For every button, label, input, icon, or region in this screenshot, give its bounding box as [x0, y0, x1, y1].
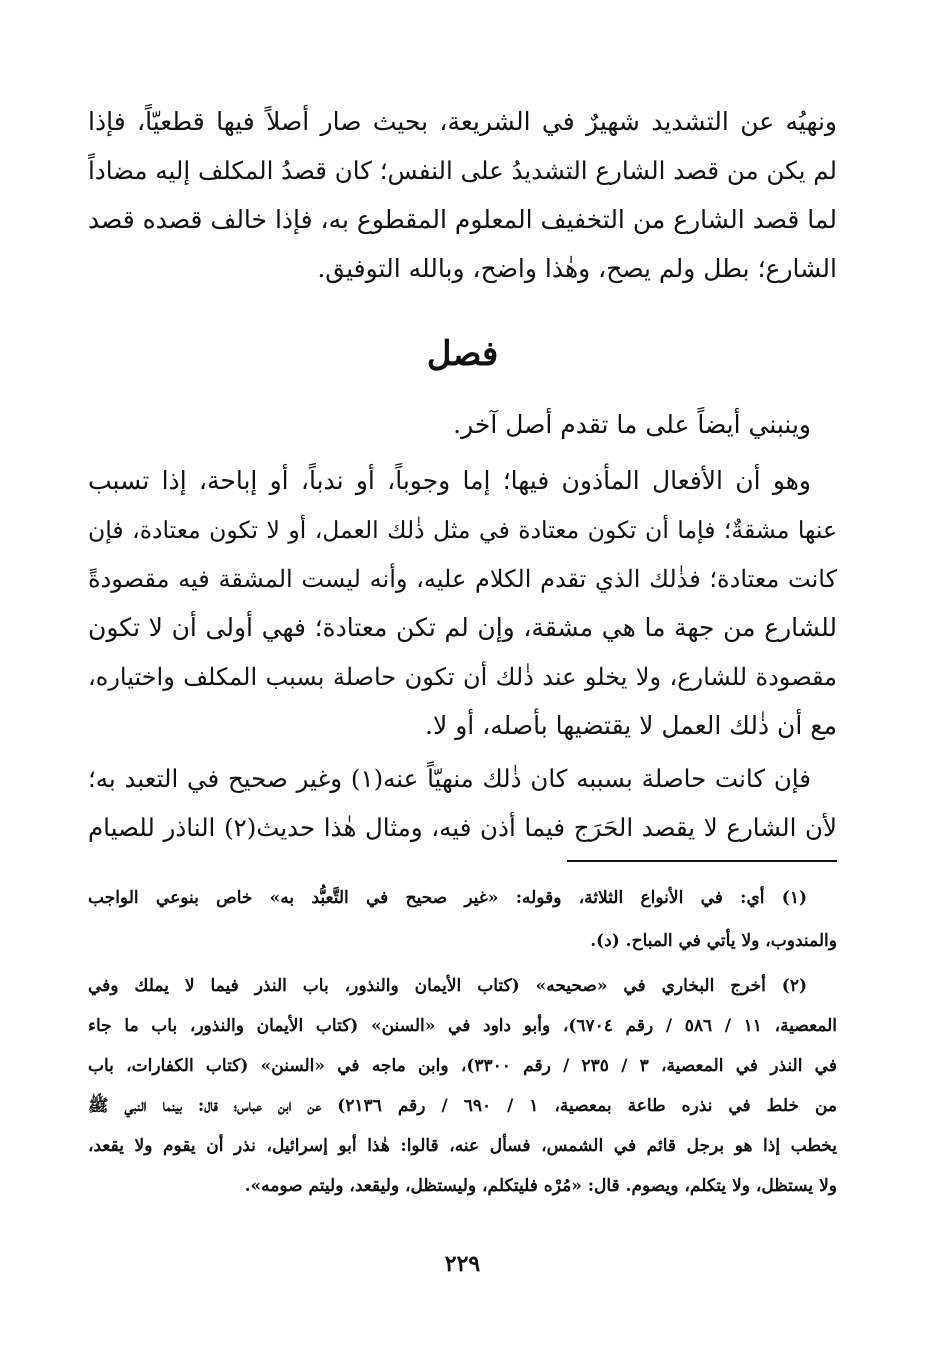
- body-line: مع أن ذٰلك العمل لا يقتضيها بأصله، أو لا.: [425, 711, 837, 740]
- footnote-line: في النذر في المعصية، ٣ / ٢٣٥ / رقم ٣٣٠٠)، وابن ماجه في «السنن» (كتاب الكفارات، باب: [88, 1056, 837, 1076]
- footnote-line: (٢) أخرج البخاري في «صحيحه» (كتاب الأيمان والنذور، باب النذر فيما لا يملك وفي: [88, 976, 807, 996]
- body-line: للشارع من جهة ما هي مشقة، وإن لم تكن معتادة؛ فهي أولى أن لا تكون: [88, 613, 837, 642]
- footnote-line: (١) أي: في الأنواع الثلاثة، وقوله: «غير صحيح في التَّعبُّد به» خاص بنوعي الواجب: [88, 888, 807, 908]
- body-line: فإن كانت حاصلة بسببه كان ذٰلك منهيّاً عنه(١) وغير صحيح في التعبد به؛: [88, 764, 811, 793]
- body-line: ونهيُه عن التشديد شهيرٌ في الشريعة، بحيث صار أصلاً فيها قطعيّاً، فإذا: [88, 107, 837, 136]
- body-line: وهو أن الأفعال المأذون فيها؛ إما وجوباً، أو ندباً، أو إباحة، إذا تسبب: [88, 466, 811, 495]
- section-heading: فصل: [426, 334, 499, 374]
- body-line: عنها مشقةٌ؛ فإما أن تكون معتادة في مثل ذٰلك العمل، أو لا تكون معتادة، فإن: [88, 516, 837, 544]
- body-line: لما قصد الشارع من التخفيف المعلوم المقطوع به، فإذا خالف قصده قصد: [88, 205, 837, 234]
- body-line: وينبني أيضاً على ما تقدم أصل آخر.: [453, 410, 811, 439]
- body-line: لأن الشارع لا يقصد الحَرَج فيما أذن فيه، ومثال هٰذا حديث(٢) الناذر للصيام: [88, 813, 837, 842]
- body-line: مقصودة للشارع، ولا يخلو عند ذٰلك أن تكون حاصلة بسبب المكلف واختياره،: [88, 663, 837, 691]
- footnote-line: ولا يستظل، ولا يتكلم، ويصوم. قال: «مُرْه فليتكلم، وليستظل، وليقعد، وليتم صومه».: [244, 1176, 837, 1196]
- body-line: لم يكن من قصد الشارع التشديدُ على النفس؛ كان قصدُ المكلف إليه مضاداً: [88, 156, 837, 185]
- body-line: كانت معتادة؛ فذٰلك الذي تقدم الكلام عليه، وأنه ليست المشقة فيه مقصودةً: [88, 565, 837, 593]
- body-line: الشارع؛ بطل ولم يصح، وهٰذا واضح، وبالله التوفيق.: [317, 254, 837, 283]
- footnote-line: من خلط في نذره طاعة بمعصية، ١ / ٦٩٠ / رقم ٢١٣٦) عن ابن عباس؛ قال: بينما النبي ﷺ: [88, 1096, 837, 1116]
- footnote-line: يخطب إذا هو برجل قائم في الشمس، فسأل عنه، قالوا: هٰذا أبو إسرائيل، نذر أن يقوم ولا يقعد،: [88, 1136, 837, 1156]
- page-number: ٢٢٩: [444, 1251, 481, 1277]
- footnote-line: والمندوب، ولا يأتي في المباح. (د).: [590, 931, 837, 951]
- footnote-line: المعصية، ١١ / ٥٨٦ / رقم ٦٧٠٤)، وأبو داود في «السنن» (كتاب الأيمان والنذور، باب ما جاء: [88, 1016, 837, 1036]
- footnote-separator: [567, 860, 837, 862]
